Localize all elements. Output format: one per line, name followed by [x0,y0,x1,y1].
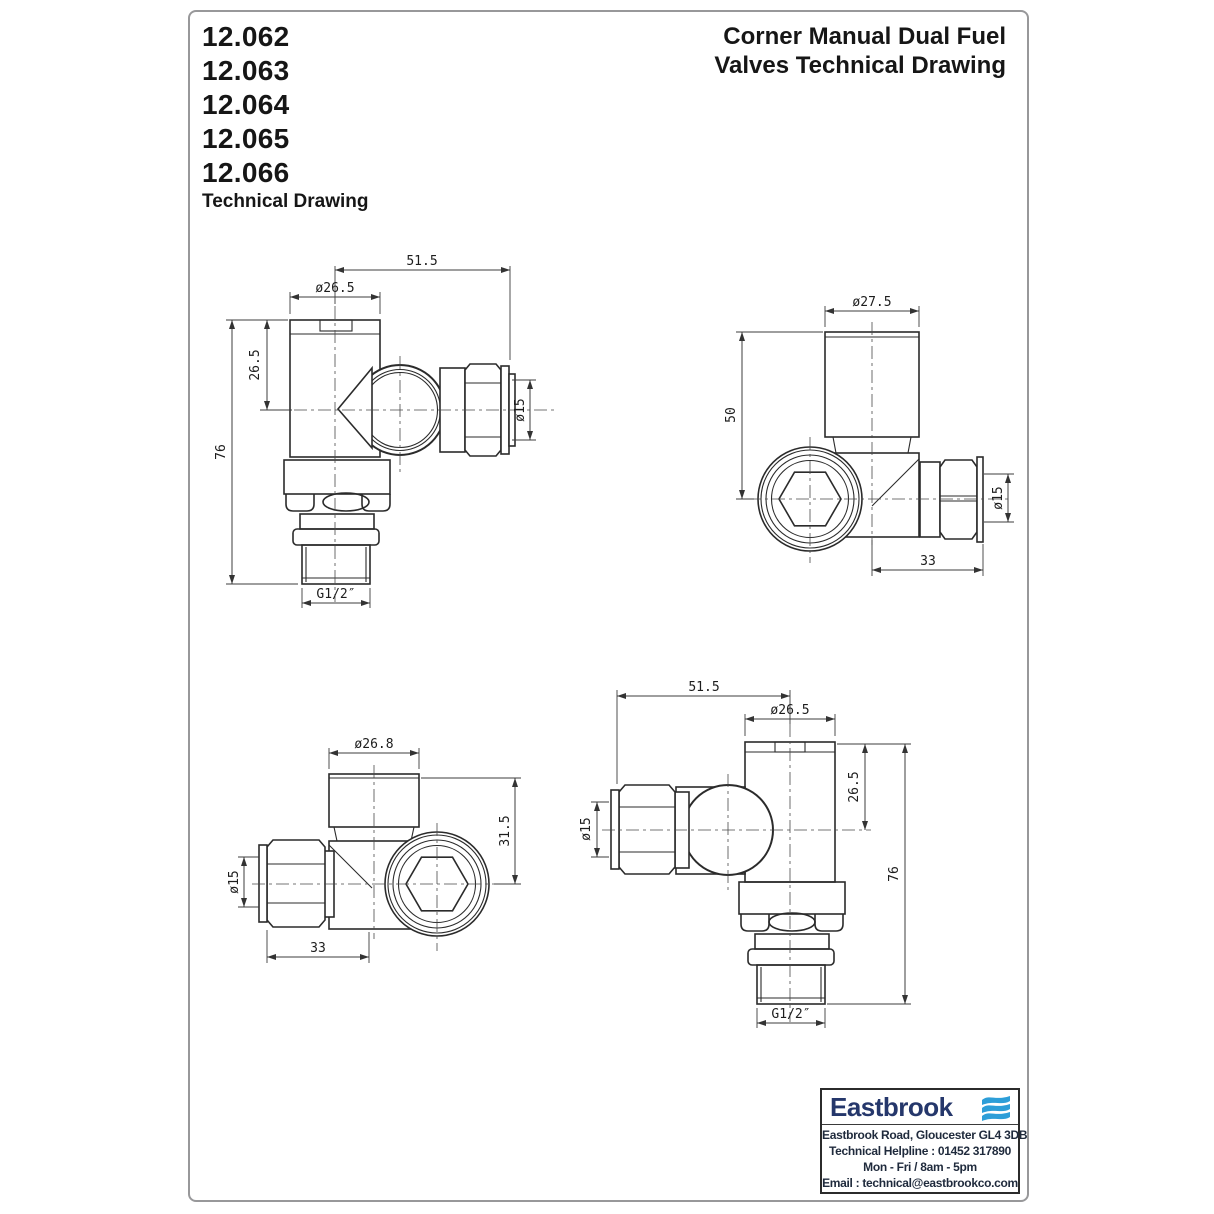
brand-name: Eastbrook [830,1092,953,1122]
brand-logo [822,1090,1018,1125]
dim-body-diameter: ø26.5 [770,703,810,718]
valve-body [329,774,489,936]
dim-body-diameter: ø26.5 [315,281,355,296]
product-codes [202,20,368,214]
drawing-valve-top-right [712,287,1022,597]
dim-pipe-diameter: ø15 [579,817,594,841]
brand-address: Eastbrook Road, Gloucester GL4 3DB [822,1128,1028,1142]
dim-width-top: 51.5 [406,254,438,269]
dim-height-to-center: 31.5 [498,815,513,847]
dim-depth: 33 [920,554,936,569]
dim-height-to-center: 50 [724,407,739,423]
dim-body-diameter: ø27.5 [852,295,892,310]
dim-thread: G1/2″ [771,1007,811,1022]
page-title-line2: Valves Technical Drawing [714,52,1006,79]
compression-fitting [259,840,334,927]
dim-body-diameter: ø26.8 [354,737,394,752]
product-code: 12.062 [202,21,290,52]
brand-email: Email : technical@eastbrookco.com [822,1176,1018,1190]
drawing-valve-bottom-right [577,672,932,1062]
compression-fitting [611,785,689,874]
brand-hours: Mon - Fri / 8am - 5pm [863,1160,977,1174]
dim-pipe-diameter: ø15 [991,486,1006,510]
dim-cap-to-center: 26.5 [847,771,862,803]
product-code: 12.065 [202,123,290,154]
compression-fitting [920,457,983,542]
drawing-valve-bottom-left [227,717,557,1002]
waves-icon [982,1094,1010,1121]
drawing-valve-top-left [202,252,562,627]
valve-body [758,332,919,551]
dim-width-top: 51.5 [688,680,720,695]
dim-overall-height: 76 [214,444,229,460]
dim-overall-height: 76 [887,866,902,882]
product-code: 12.064 [202,89,290,120]
valve-body [676,742,835,882]
dim-depth: 33 [310,941,326,956]
dim-pipe-diameter: ø15 [513,398,528,422]
drawing-sheet [188,10,1029,1202]
product-code: 12.066 [202,157,290,188]
brand-contact-box [820,1088,1028,1194]
dim-pipe-diameter: ø15 [227,870,242,894]
page-title [714,22,1006,80]
union-nut-and-tail [739,882,845,1004]
centerlines [294,306,554,602]
valve-body [290,320,445,457]
product-code: 12.063 [202,55,290,86]
union-nut-and-tail [284,460,390,584]
brand-helpline: Technical Helpline : 01452 317890 [829,1144,1011,1158]
page-title-line1: Corner Manual Dual Fuel [723,23,1006,50]
product-codes-caption: Technical Drawing [202,191,369,212]
dim-thread: G1/2″ [316,587,356,602]
dim-cap-to-center: 26.5 [248,349,263,381]
